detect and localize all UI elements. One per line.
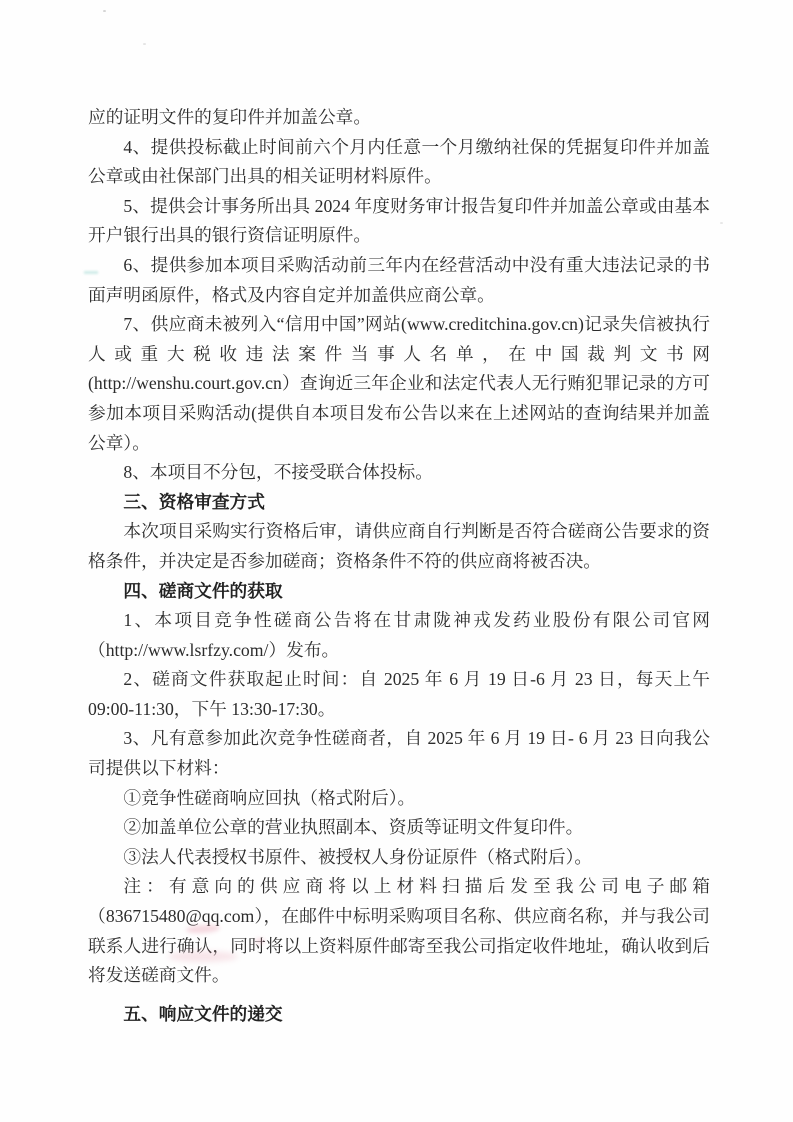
scan-speck <box>143 43 146 45</box>
heading-document-acquisition: 四、磋商文件的获取 <box>123 580 283 601</box>
clause-7-paragraph: 7、供应商未被列入“信用中国”网站(www.creditchina.gov.cn)记录失信被执行人或重大税收违法案件当事人名单，在中国裁判文书网(http://wenshu.court.gov.cn）查询近三年企业和法定代表人无行贿犯罪记录的方可参加本项目采购活动(提供自本项目发布公告以来在上述网站的查询结果并加盖公章）。 <box>88 314 710 453</box>
scan-speck <box>720 222 723 224</box>
clause-4-paragraph: 4、提供投标截止时间前六个月内任意一个月缴纳社保的凭据复印件并加盖公章或由社保部门出具的相关证明材料原件。 <box>88 136 710 187</box>
clause-5-paragraph: 5、提供会计事务所出具 2024 年度财务审计报告复印件并加盖公章或由基本开户银行出具的银行资信证明原件。 <box>88 195 710 246</box>
heading-qualification-review: 三、资格审查方式 <box>123 491 265 512</box>
acquisition-item-3-paragraph: 3、凡有意参加此次竞争性磋商者，自 2025 年 6 月 19 日- 6 月 23 日向我公司提供以下材料： <box>88 728 710 779</box>
clause-6-paragraph: 6、提供参加本项目采购活动前三年内在经营活动中没有重大违法记录的书面声明函原件，格式及内容自定并加盖供应商公章。 <box>88 254 710 305</box>
acquisition-item-2-paragraph: 2、磋商文件获取起止时间：自 2025 年 6 月 19 日-6 月 23 日，每天上午 09:00-11:30，下午 13:30-17:30。 <box>88 669 710 719</box>
heading-response-submission: 五、响应文件的递交 <box>123 1003 283 1024</box>
scan-speck <box>103 10 106 12</box>
qualification-review-paragraph: 本次项目采购实行资格后审，请供应商自行判断是否符合磋商公告要求的资格条件，并决定是否参加磋商；资格条件不符的供应商将被否决。 <box>88 521 710 571</box>
clause-8-paragraph: 8、本项目不分包，不接受联合体投标。 <box>123 462 433 483</box>
note-paragraph: 注：有意向的供应商将以上材料扫描后发至我公司电子邮箱（836715480@qq.com），在邮件中标明采购项目名称、供应商名称，并与我公司联系人进行确认，同时将以上资料原件邮寄至我公司指定收件地址，确认收到后将发送磋商文件。 <box>88 876 710 986</box>
acquisition-item-1-paragraph: 1、本项目竞争性磋商公告将在甘肃陇神戎发药业股份有限公司官网（http://www.lsrfzy.com/）发布。 <box>88 610 710 660</box>
document-text-block <box>88 103 710 1029</box>
material-item-1-paragraph: ①竞争性磋商响应回执（格式附后）。 <box>123 787 416 808</box>
material-item-3-paragraph: ③法人代表授权书原件、被授权人身份证原件（格式附后）。 <box>123 846 593 867</box>
material-item-2-paragraph: ②加盖单位公章的营业执照副本、资质等证明文件复印件。 <box>123 817 584 838</box>
paragraph-continuation: 应的证明文件的复印件并加盖公章。 <box>88 107 372 127</box>
